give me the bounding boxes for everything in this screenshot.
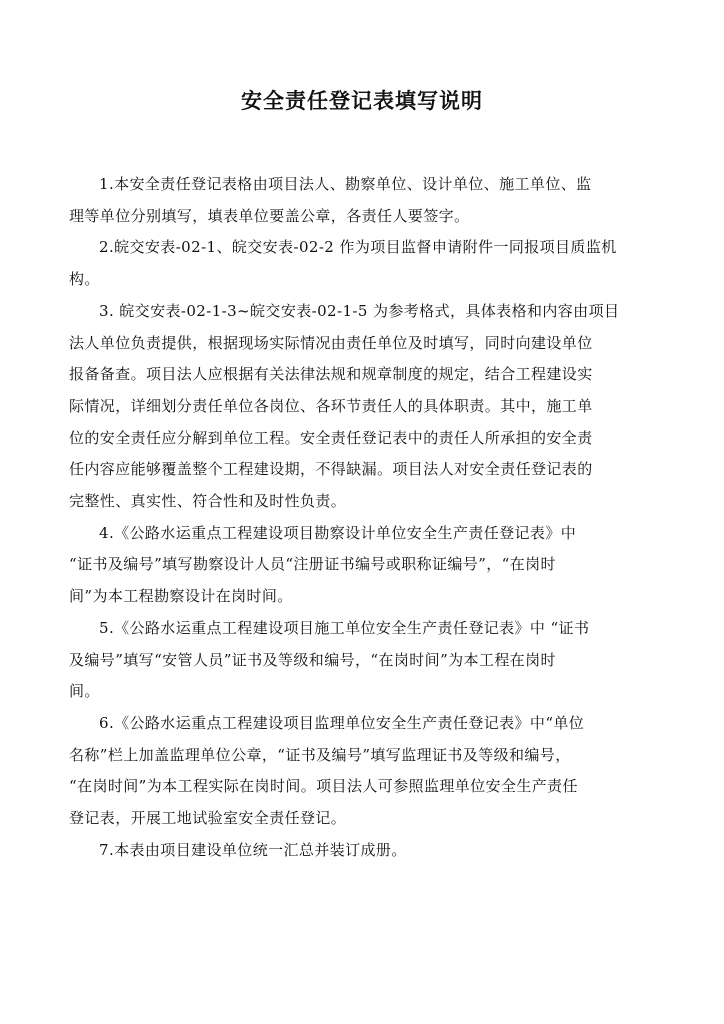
document-body	[69, 169, 669, 866]
paragraph-5: 5.《公路水运重点工程建设项目施工单位安全生产责任登记表》中 “证书 及编号”填写“安管人员”证书及等级和编号，“在岗时间”为本工程在岗时 间。	[69, 618, 590, 701]
document-title: 安全责任登记表填写说明	[241, 88, 483, 113]
paragraph-2: 2.皖交安表-02-1、皖交安表-02-2 作为项目监督申请附件一同报项目质监机 构。	[69, 238, 617, 289]
paragraph-3: 3. 皖交安表-02-1-3~皖交安表-02-1-5 为参考格式，具体表格和内容由项目 法人单位负责提供，根据现场实际情况由责任单位及时填写，同时向建设单位 报备备查。项目法人应根据有关法律法规和规章制度的规定，结合工程建设实 际情况，详细划分责任单位各岗位、各环节责任人的具体职责。其中，施工单 位的安全责任应分解到单位工程。安全责任登记表中的责任人所承担的安全责 任内容应能够覆盖整个工程建设期，不得缺漏。项目法人对安全责任登记表的 完整性、真实性、符合性和及时性负责。	[69, 301, 620, 511]
paragraph-6: 6.《公路水运重点工程建设项目监理单位安全生产责任登记表》中“单位 名称”栏上加盖监理单位公章，“证书及编号”填写监理证书及等级和编号， “在岗时间”为本工程实际在岗时间。项目法人可参照监理单位安全生产责任 登记表，开展工地试验室安全责任登记。	[69, 713, 585, 828]
paragraph-1: 1.本安全责任登记表格由项目法人、勘察单位、设计单位、施工单位、监 理等单位分别填写，填表单位要盖公章，各责任人要签字。	[69, 175, 592, 225]
paragraph-7: 7.本表由项目建设单位统一汇总并装订成册。	[99, 840, 407, 859]
paragraph-4: 4.《公路水运重点工程建设项目勘察设计单位安全生产责任登记表》中 “证书及编号”填写勘察设计人员“注册证书编号或职称证编号”，“在岗时 间”为本工程勘察设计在岗时间。	[69, 523, 577, 606]
